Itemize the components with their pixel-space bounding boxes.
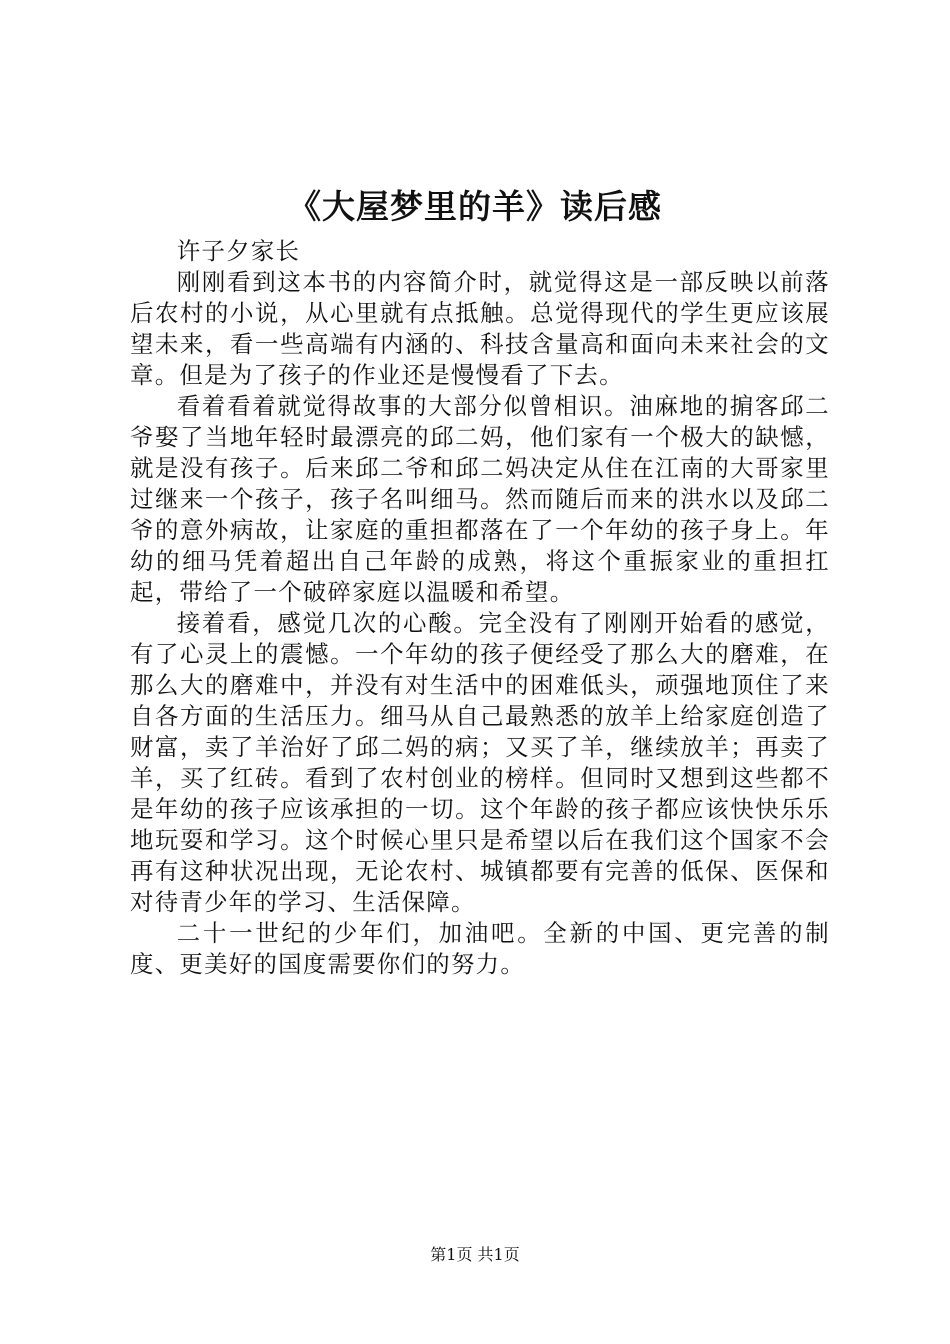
body-paragraph: 刚刚看到这本书的内容简介时，就觉得这是一部反映以前落后农村的小说，从心里就有点抵触。总觉得现代的学生更应该展望未来，看一些高端有内涵的、科技含量高和面向未来社会的文章。但是为了孩子的作业还是慢慢看了下去。 bbox=[130, 268, 830, 389]
document-body bbox=[130, 236, 830, 980]
body-paragraph: 看着看着就觉得故事的大部分似曾相识。油麻地的掮客邱二爷娶了当地年轻时最漂亮的邱二妈，他们家有一个极大的缺憾，就是没有孩子。后来邱二爷和邱二妈决定从住在江南的大哥家里过继来一个孩子，孩子名叫细马。然而随后而来的洪水以及邱二爷的意外病故，让家庭的重担都落在了一个年幼的孩子身上。年幼的细马凭着超出自己年龄的成熟，将这个重振家业的重担扛起，带给了一个破碎家庭以温暖和希望。 bbox=[130, 392, 830, 606]
body-paragraph: 接着看，感觉几次的心酸。完全没有了刚刚开始看的感觉，有了心灵上的震憾。一个年幼的孩子便经受了那么大的磨难，在那么大的磨难中，并没有对生活中的困难低头，顽强地顶住了来自各方面的生活压力。细马从自己最熟悉的放羊上给家庭创造了财富，卖了羊治好了邱二妈的病；又买了羊，继续放羊；再卖了羊，买了红砖。看到了农村创业的榜样。但同时又想到这些都不是年幼的孩子应该承担的一切。这个年龄的孩子都应该快快乐乐地玩耍和学习。这个时候心里只是希望以后在我们这个国家不会再有这种状况出现，无论农村、城镇都要有完善的低保、医保和对待青少年的学习、生活保障。 bbox=[130, 609, 830, 916]
page-footer: 第1页 共1页 bbox=[430, 1245, 520, 1264]
body-paragraph: 二十一世纪的少年们，加油吧。全新的中国、更完善的制度、更美好的国度需要你们的努力。 bbox=[130, 919, 830, 978]
document-title: 《大屋梦里的羊》读后感 bbox=[288, 187, 662, 226]
author-line: 许子夕家长 bbox=[176, 237, 301, 265]
